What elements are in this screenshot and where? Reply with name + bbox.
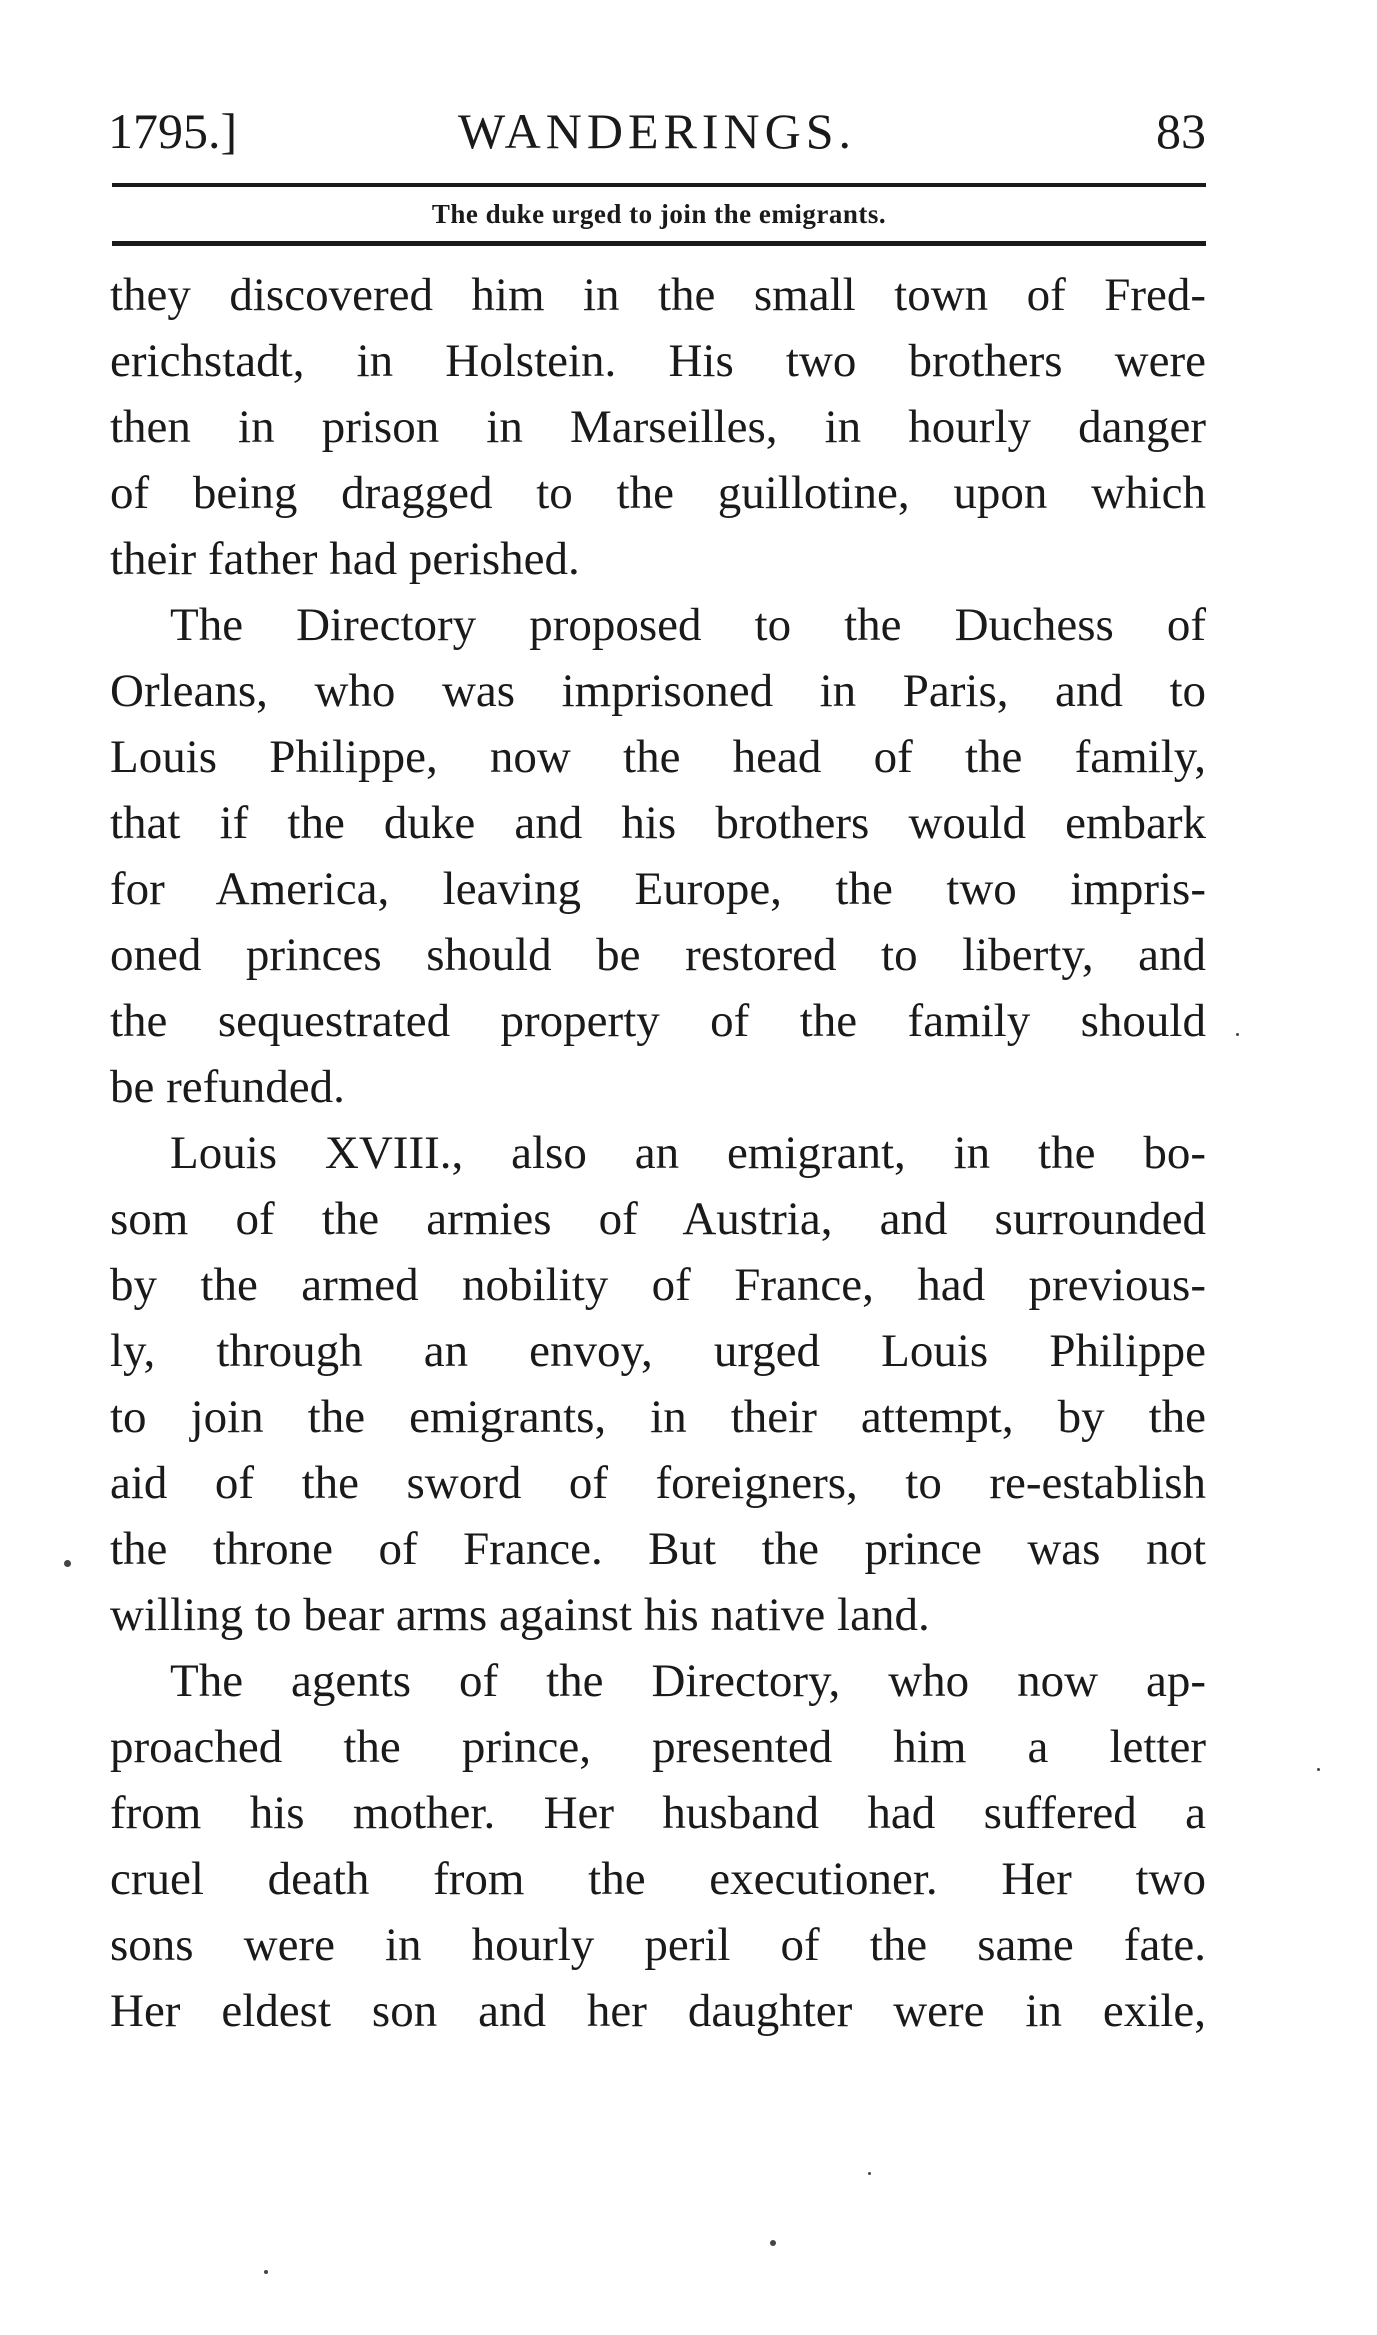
text-line: The Directory proposed to the Duchess of xyxy=(170,599,1206,651)
text-line: sons were in hourly peril of the same fate. xyxy=(110,1919,1206,1971)
running-head-title: WANDERINGS. xyxy=(457,103,857,159)
text-line: to join the emigrants, in their attempt, by the xyxy=(110,1391,1206,1443)
paragraph xyxy=(110,592,1206,1120)
scan-speck xyxy=(1236,1033,1239,1036)
chapter-sidenote: The duke urged to join the emigrants. xyxy=(431,199,887,229)
text-line: that if the duke and his brothers would embark xyxy=(110,797,1206,849)
text-line: Her eldest son and her daughter were in exile, xyxy=(110,1985,1206,2037)
scan-speck xyxy=(264,2270,268,2274)
running-head xyxy=(108,96,1206,166)
scan-speck xyxy=(1317,1768,1320,1771)
text-line: the throne of France. But the prince was not xyxy=(110,1523,1206,1575)
header-rule-bottom xyxy=(112,241,1206,246)
text-line: Orleans, who was imprisoned in Paris, and to xyxy=(110,665,1206,717)
text-line: willing to bear arms against his native land. xyxy=(110,1589,930,1641)
text-line: the sequestrated property of the family should xyxy=(110,995,1206,1047)
text-line: for America, leaving Europe, the two impris- xyxy=(110,863,1206,915)
text-line: by the armed nobility of France, had previous- xyxy=(110,1259,1206,1311)
scan-speck xyxy=(868,2172,871,2175)
text-line: then in prison in Marseilles, in hourly danger xyxy=(110,401,1206,453)
header-rule-top xyxy=(112,183,1206,187)
text-line: ly, through an envoy, urged Louis Philippe xyxy=(110,1325,1206,1377)
text-line: from his mother. Her husband had suffered a xyxy=(110,1787,1206,1839)
scan-speck xyxy=(64,1560,71,1567)
running-head-year: 1795.] xyxy=(108,103,238,159)
text-line: proached the prince, presented him a letter xyxy=(110,1721,1206,1773)
text-line: Louis Philippe, now the head of the family, xyxy=(110,731,1206,783)
text-line: oned princes should be restored to liberty, and xyxy=(110,929,1206,981)
text-line: be refunded. xyxy=(110,1061,345,1113)
text-line: their father had perished. xyxy=(110,533,580,585)
scan-speck xyxy=(770,2240,776,2246)
text-line: som of the armies of Austria, and surrounded xyxy=(110,1193,1206,1245)
text-line: erichstadt, in Holstein. His two brothers were xyxy=(110,335,1206,387)
text-line: cruel death from the executioner. Her two xyxy=(110,1853,1206,1905)
text-line: they discovered him in the small town of Fred- xyxy=(110,269,1206,321)
text-line: Louis XVIII., also an emigrant, in the bo- xyxy=(170,1127,1206,1179)
text-line: aid of the sword of foreigners, to re-establish xyxy=(110,1457,1206,1509)
paragraph xyxy=(110,262,1206,592)
body-text xyxy=(110,262,1206,2044)
text-line: of being dragged to the guillotine, upon which xyxy=(110,467,1206,519)
paragraph xyxy=(110,1120,1206,1648)
paragraph xyxy=(110,1648,1206,2044)
page-number: 83 xyxy=(1156,103,1206,159)
text-line: The agents of the Directory, who now ap- xyxy=(170,1655,1206,1707)
